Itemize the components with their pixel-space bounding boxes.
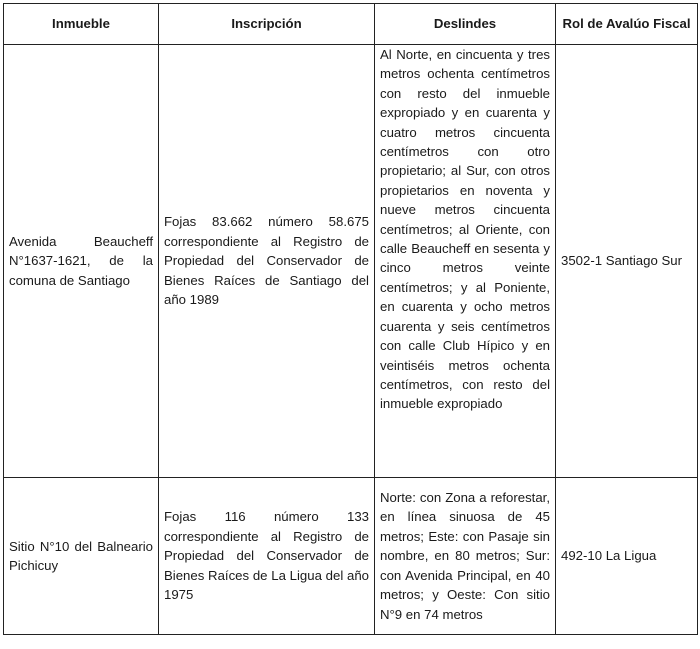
cell-inmueble: Avenida Beaucheff N°1637-1621, de la comuna de Santiago [4, 45, 159, 478]
cell-rol-avaluo: 3502-1 Santiago Sur [556, 45, 698, 478]
table-row [4, 45, 698, 478]
header-inscripcion: Inscripción [159, 4, 375, 45]
cell-inscripcion: Fojas 83.662 número 58.675 correspondiente al Registro de Propiedad del Conservador de Bienes Raíces de Santiago del año 1989 [159, 45, 375, 478]
table-header-row [4, 4, 698, 45]
header-inmueble: Inmueble [4, 4, 159, 45]
header-deslindes: Deslindes [375, 4, 556, 45]
header-rol-avaluo-fiscal: Rol de Avalúo Fiscal [556, 4, 698, 45]
cell-deslindes: Norte: con Zona a reforestar, en línea sinuosa de 45 metros; Este: con Pasaje sin nombre, en 80 metros; Sur: con Avenida Principal, en 40 metros; y Oeste: Con sitio N°9 en 74 metros [375, 478, 556, 635]
cell-deslindes: Al Norte, en cincuenta y tres metros ochenta centímetros con resto del inmueble expropiado y en cuarenta y cuatro metros cincuenta centímetros con otro propietario; al Sur, con otros propietarios en noventa y nueve metros cincuenta centímetros; al Oriente, con calle Beaucheff en sesenta y cinco metros veinte centímetros; y al Poniente, en cuarenta y ocho metros cuarenta y seis centímetros con calle Club Hípico y en veintiséis metros ochenta centímetros, con resto del inmueble expropiado [375, 45, 556, 478]
cell-inmueble: Sitio N°10 del Balneario Pichicuy [4, 478, 159, 635]
cell-inscripcion: Fojas 116 número 133 correspondiente al Registro de Propiedad del Conservador de Bienes Raíces de La Ligua del año 1975 [159, 478, 375, 635]
table-row [4, 478, 698, 635]
property-table [3, 3, 698, 635]
cell-rol-avaluo: 492-10 La Ligua [556, 478, 698, 635]
